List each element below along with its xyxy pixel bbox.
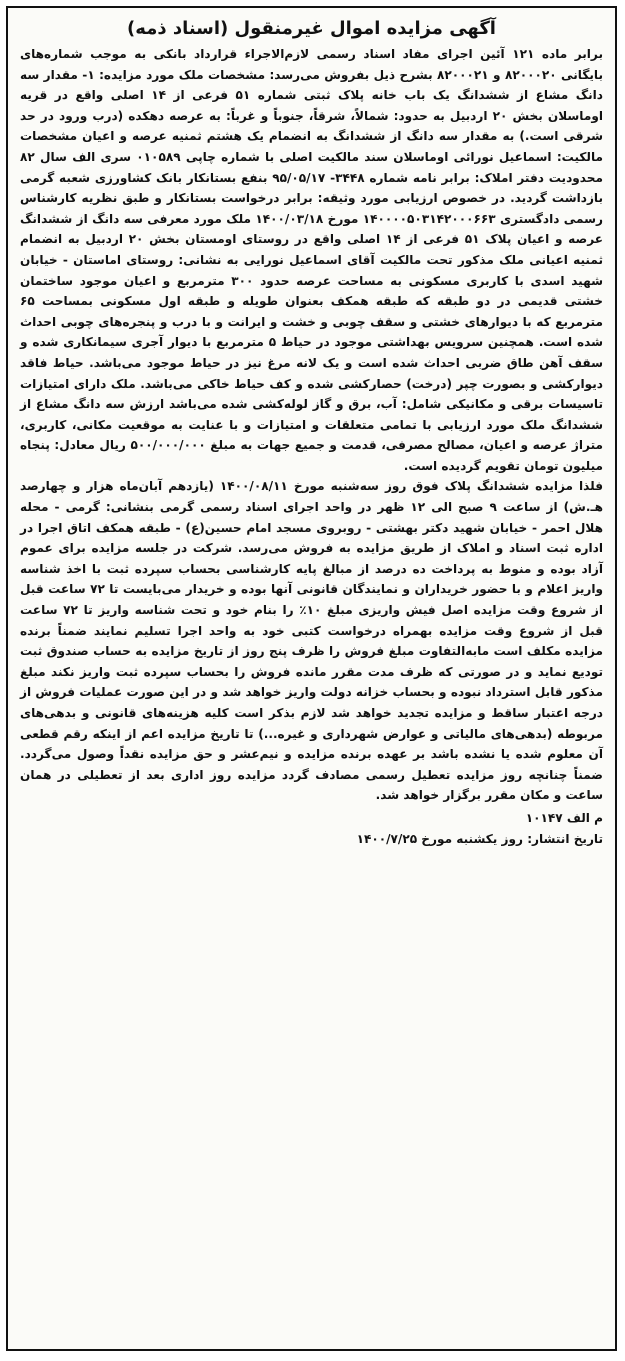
notice-footer	[20, 808, 603, 849]
notice-publish-date: تاریخ انتشار: روز یکشنبه مورخ ۱۴۰۰/۷/۲۵	[356, 831, 603, 846]
notice-body	[20, 44, 603, 806]
notice-paragraph-property: برابر ماده ۱۲۱ آئین اجرای مفاد اسناد رسمی لازم‌الاجراء قرارداد بانکی به موجب شماره‌های بایگانی ۸۲۰۰۰۲۰ و ۸۲۰۰۰۲۱ بشرح ذیل بفروش می‌رسد: مشخصات ملک مورد مزایده: ۱- مقدار سه دانگ مشاع از ششدانگ یک باب خانه پلاک ثبتی شماره ۵۱ فرعی از ۱۴ اصلی واقع در قریه اوماسلان بخش ۲۰ اردبیل به حدود: شمالاً، شرقاً، جنوباً و غرباً: به عرصه دهکده (درب ورود در حد شرقی است.) به مقدار سه دانگ از ششدانگ به انضمام یک هشتم ثمنیه عرصه و اعیان مشخصات مالکیت: اسماعیل نورائی اوماسلان سند مالکیت اصلی با شماره چاپی ۰۱۰۵۸۹ سری الف سال ۸۲ محدودیت دفتر املاک: برابر نامه شماره ۳۴۴۸- ۹۵/۰۵/۱۷ بنفع بستانکار بانک کشاورزی شعبه گرمی بازداشت گردید. در خصوص ارزیابی مورد وثیقه: برابر درخواست بستانکار و طبق نظریه کارشناس رسمی دادگستری ۱۴۰۰۰۰۵۰۳۱۴۲۰۰۰۶۶۳ مورخ ۱۴۰۰/۰۳/۱۸ ملک مورد معرفی سه دانگ از ششدانگ عرصه و اعیان پلاک ۵۱ فرعی از ۱۴ اصلی واقع در روستای اومستان بخش ۲۰ اردبیل به انضمام ثمنیه اعیانی ملک مذکور تحت مالکیت آقای اسماعیل نورایی به نشانی: روستای اماستان - خیابان شهید اسدی با کاربری مسکونی به مساحت عرصه حدود ۳۰۰ مترمربع و اعیان موجود ساختمان خشتی قدیمی در دو طبقه که طبقه همکف بعنوان طویله و طبقه اول مسکونی بمساحت ۶۵ مترمربع که با دیوارهای خشتی و سقف چوبی و خشت و ایرانت و با درب و پنجره‌های چوبی احداث شده است. همچنین سرویس بهداشتی موجود در حیاط ۵ مترمربع با دیوار آجری سیمانکاری شده و سقف آهن طاق ضربی احداث شده است و یک لانه مرغ نیز در حیاط موجود می‌باشد. حیاط فاقد دیوارکشی و بصورت چپر (درخت) حصارکشی شده و کف حیاط خاکی می‌باشد. ملک دارای امتیازات تاسیسات برقی و مکانیکی شامل: آب، برق و گاز لوله‌کشی شده می‌باشد ارزش سه دانگ مشاع از ششدانگ ملک مورد ارزیابی با تمامی متعلقات و امتیازات و با عنایت به موقعیت مکانی، کاربری، متراژ عرصه و اعیان، مصالح مصرفی، قدمت و جمیع جهات به مبلغ ۵۰۰/۰۰۰/۰۰۰ ریال معادل: پنجاه میلیون تومان تقویم گردیده است.	[20, 47, 603, 473]
auction-notice	[6, 6, 617, 1351]
notice-reference: م الف ۱۰۱۴۷	[525, 810, 603, 825]
notice-title: آگهی مزایده اموال غیرمنقول (اسناد ذمه)	[127, 18, 496, 39]
notice-paragraph-terms: فلذا مزایده ششدانگ پلاک فوق روز سه‌شنبه مورخ ۱۴۰۰/۰۸/۱۱ (یازدهم آبان‌ماه هزار و چهارصد هـ.ش) از ساعت ۹ صبح الی ۱۲ ظهر در واحد اجرای اسناد رسمی گرمی بنشانی: گرمی - محله هلال احمر - خیابان شهید دکتر بهشتی - روبروی مسجد امام حسین(ع) - طبقه همکف اتاق اجرا در اداره ثبت اسناد و املاک از طریق مزایده به فروش می‌رسد. شرکت در جلسه مزایده برای عموم آزاد بوده و منوط به پرداخت ده درصد از مبالغ پایه کارشناسی بحساب سپرده ثبت با اخذ شناسه واریز اعلام و با حضور خریداران و نمایندگان قانونی آنها بوده و خریدار می‌بایست تا ۷۲ ساعت قبل از شروع وقت مزایده اصل فیش واریزی مبلغ ۱۰٪ را بنام خود و تحت شناسه واریز تا ۷۲ ساعت قبل از شروع وقت مزایده بهمراه درخواست کتبی خود به واحد اجرا تسلیم نمایند ضمناً برنده مزایده مکلف است مابه‌التفاوت مبلغ فروش را ظرف پنج روز از تاریخ مزایده به حساب صندوق ثبت تودیع نماید و در صورتی که ظرف مدت مقرر مانده فروش را بحساب سپرده ثبت واریز نکند مبلغ مذکور قابل استرداد نبوده و بحساب خزانه دولت واریز خواهد شد و در این صورت عملیات فروش از درجه اعتبار ساقط و مزایده تجدید خواهد شد لازم بذکر است کلیه هزینه‌های قانونی و بدهی‌های مربوطه (بدهی‌های مالیاتی و عوارض شهرداری و غیره...) تا تاریخ مزایده اعم از اینکه رقم قطعی آن معلوم شده یا نشده باشد بر عهده برنده مزایده و نیم‌عشر و حق مزایده نقداً وصول می‌گردد. ضمناً چنانچه روز مزایده تعطیل رسمی مصادف گردد مزایده روز اداری بعد از تعطیلی در همان ساعت و مکان مقرر برگزار خواهد شد.	[20, 479, 604, 803]
